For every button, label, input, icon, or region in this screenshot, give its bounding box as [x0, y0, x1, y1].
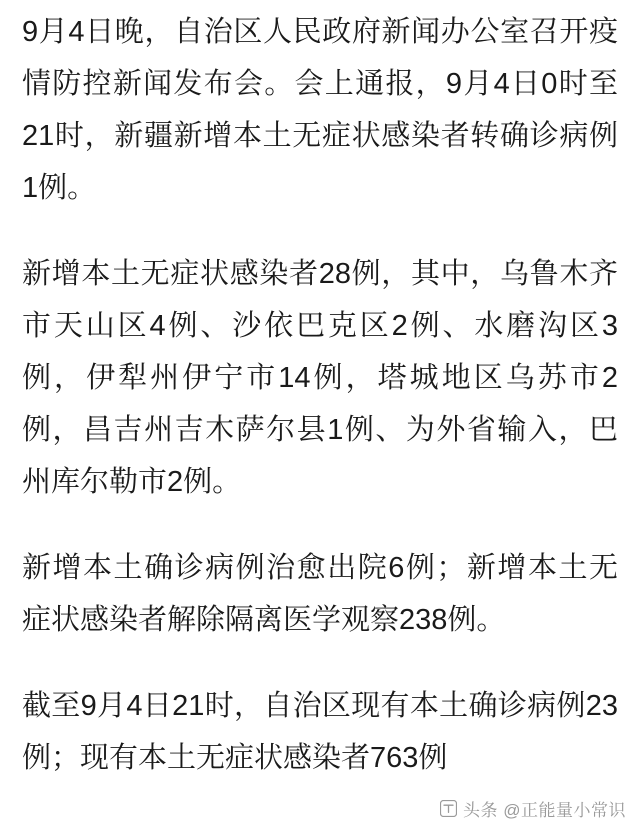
toutiao-logo-icon — [440, 800, 457, 817]
watermark-text: 头条 @正能量小常识 — [463, 801, 626, 820]
watermark — [440, 796, 626, 821]
article-paragraph: 截至9月4日21时，自治区现有本土确诊病例23例；现有本土无症状感染者763例 — [22, 690, 618, 774]
article-paragraph: 新增本土确诊病例治愈出院6例；新增本土无症状感染者解除隔离医学观察238例。 — [22, 552, 618, 636]
article-paragraph: 9月4日晚，自治区人民政府新闻办公室召开疫情防控新闻发布会。会上通报，9月4日0时至21时，新疆新增本土无症状感染者转确诊病例1例。 — [22, 16, 618, 204]
article-paragraph: 新增本土无症状感染者28例，其中，乌鲁木齐市天山区4例、沙依巴克区2例、水磨沟区3例，伊犁州伊宁市14例，塔城地区乌苏市2例，昌吉州吉木萨尔县1例、为外省输入，巴州库尔勒市2例。 — [22, 258, 618, 498]
